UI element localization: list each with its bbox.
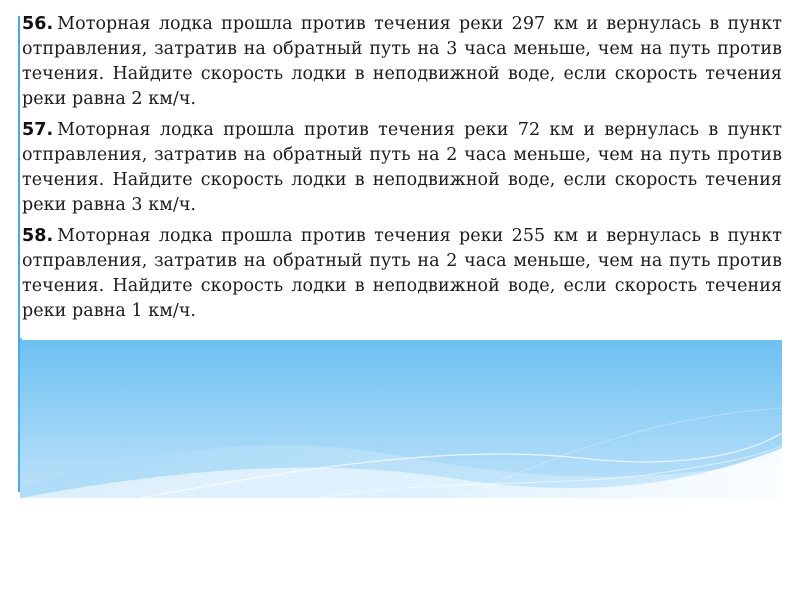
wave-graphic: [20, 338, 782, 498]
wave-banner: [20, 338, 782, 498]
problem-56: [22, 12, 782, 112]
problem-text: Моторная лодка прошла против течения реки 297 км и вернулась в пункт отправления, затратив на обратный путь на 3 часа меньше, чем на путь против течения. Найдите скорость лодки в неподвижной воде, если скорость течения реки равна 2 км/ч.: [22, 14, 782, 109]
problem-text: Моторная лодка прошла против течения реки 72 км и вернулась в пункт отправления, затратив на обратный путь на 2 часа меньше, чем на путь против течения. Найдите скорость лодки в неподвижной воде, если скорость течения реки равна 3 км/ч.: [22, 120, 782, 215]
problem-number: 58.: [22, 226, 54, 246]
problems-text-block: [22, 12, 782, 340]
problem-58: [22, 224, 782, 324]
problem-text: Моторная лодка прошла против течения реки 255 км и вернулась в пункт отправления, затратив на обратный путь на 2 часа меньше, чем на путь против течения. Найдите скорость лодки в неподвижной воде, если скорость течения реки равна 1 км/ч.: [22, 226, 782, 321]
problem-57: [22, 118, 782, 218]
problem-number: 56.: [22, 14, 54, 34]
problem-number: 57.: [22, 120, 54, 140]
